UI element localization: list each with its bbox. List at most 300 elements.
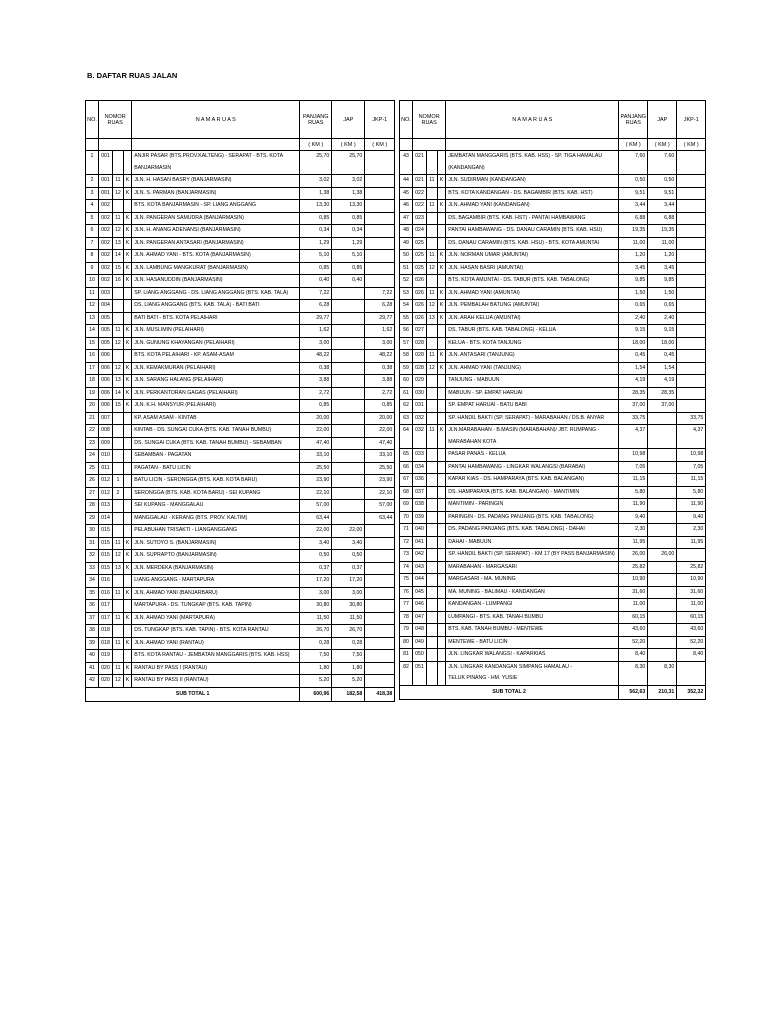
row-sub: 13 (113, 562, 124, 575)
row-sub (427, 412, 438, 425)
row-kode (437, 461, 445, 474)
row-nomor: 037 (413, 486, 427, 499)
row-jkp: 43,60 (677, 624, 706, 637)
table-row (400, 649, 706, 662)
row-kode (437, 649, 445, 662)
row-jkp (365, 662, 395, 675)
row-kode: K (123, 187, 131, 200)
table-row (86, 337, 395, 350)
row-panjang: 25,50 (300, 462, 332, 475)
row-no: 1 (86, 151, 99, 163)
row-jap: 3,45 (648, 262, 677, 275)
row-kode (437, 225, 445, 238)
table-row (86, 312, 395, 325)
row-panjang: 13,30 (300, 200, 332, 213)
row-panjang: 3,45 (619, 262, 648, 275)
row-sub (427, 499, 438, 512)
row-jap (648, 649, 677, 662)
subtotal-jap: 210,31 (648, 685, 677, 699)
row-sub (113, 462, 124, 475)
row-nomor: 008 (99, 425, 113, 438)
row-sub (113, 650, 124, 663)
row-jap (648, 673, 677, 685)
row-jkp (677, 362, 706, 375)
row-kode: K (123, 637, 131, 650)
row-nomor: 042 (413, 549, 427, 562)
row-nomor: 026 (413, 275, 427, 288)
row-jap: 19,35 (648, 225, 677, 238)
row-panjang: 11,95 (619, 536, 648, 549)
row-nomor: 006 (99, 362, 113, 375)
row-sub (113, 312, 124, 325)
row-nama: JLN. GUNUNG KHAYANGAN (PELAIHARI) (132, 337, 300, 350)
row-kode (123, 287, 131, 300)
row-sub (427, 474, 438, 487)
table-row (86, 325, 395, 338)
row-nomor: 009 (99, 437, 113, 450)
table-row (400, 624, 706, 637)
row-jkp (365, 212, 395, 225)
row-sub (113, 287, 124, 300)
header-nama-ruas: N A M A R U A S (446, 101, 619, 139)
row-panjang: 0,85 (300, 400, 332, 413)
row-nama: BATU LICIN - SERONGGA (BTS. KAB. KOTA BARU) (132, 475, 300, 488)
row-no (400, 437, 413, 449)
row-nama: DS. DANAU CARAMIN (BTS. KAB. HSU) - BTS. KOTA AMUNTAI (446, 237, 619, 250)
row-jkp (365, 525, 395, 538)
row-jap: 0,65 (648, 300, 677, 313)
row-panjang: 22,10 (300, 487, 332, 500)
row-jkp: 7,05 (677, 461, 706, 474)
row-kode (123, 650, 131, 663)
row-jap: 6,88 (648, 212, 677, 225)
row-jap (332, 475, 365, 488)
table-row (400, 474, 706, 487)
row-panjang: 8,40 (619, 649, 648, 662)
row-no: 65 (400, 449, 413, 462)
row-nomor: 043 (413, 561, 427, 574)
row-panjang: 47,40 (300, 437, 332, 450)
row-nomor: 029 (413, 375, 427, 388)
row-nama: JLN.MARABAHAN - B.MASIN (MARABAHAN)/ JBT. RUMPANG - (446, 425, 619, 437)
row-panjang: 7,05 (619, 461, 648, 474)
row-no: 41 (86, 662, 99, 675)
row-sub (427, 461, 438, 474)
row-no: 55 (400, 312, 413, 325)
row-no: 32 (86, 550, 99, 563)
row-nomor: 018 (99, 637, 113, 650)
row-kode (437, 275, 445, 288)
row-no: 31 (86, 537, 99, 550)
row-kode: K (123, 337, 131, 350)
row-sub: 11 (113, 612, 124, 625)
row-no: 12 (86, 300, 99, 313)
row-panjang: 37,00 (619, 400, 648, 413)
row-sub (427, 661, 438, 673)
row-nomor: 012 (99, 475, 113, 488)
row-jkp: 3,00 (365, 337, 395, 350)
table-row (86, 287, 395, 300)
row-nomor: 023 (413, 212, 427, 225)
row-nomor: 027 (413, 325, 427, 338)
row-nama: JLN. PERKANTORAN GAGAS (PELAIHARI) (132, 387, 300, 400)
row-jkp (677, 237, 706, 250)
row-nama: TELUK PINANG - HM. YUSIE (446, 673, 619, 685)
row-sub: 11 (113, 325, 124, 338)
row-panjang: 19,35 (619, 225, 648, 238)
row-sub: 12 (427, 300, 438, 313)
table-row (86, 350, 395, 363)
row-nomor (413, 163, 427, 175)
table-row (400, 449, 706, 462)
row-nama: DAHAI - MABUUN (446, 536, 619, 549)
row-sub: 11 (113, 537, 124, 550)
row-jkp (677, 375, 706, 388)
row-nama: JLN. ANTASARI (TANJUNG) (446, 350, 619, 363)
row-no: 30 (86, 525, 99, 538)
row-panjang (619, 163, 648, 175)
row-jkp (365, 200, 395, 213)
table-row (400, 499, 706, 512)
row-no: 68 (400, 486, 413, 499)
row-jkp: 1,62 (365, 325, 395, 338)
row-nama: JLN. AHMAD YANI (TANJUNG) (446, 362, 619, 375)
row-nama: SP. LIANG ANGGANG - DS. LIANG ANGGANG (BTS. KAB. TALA) (132, 287, 300, 300)
table-row (86, 250, 395, 263)
row-no: 4 (86, 200, 99, 213)
table-row (86, 600, 395, 613)
row-sub: 11 (113, 175, 124, 188)
row-sub: 13 (427, 312, 438, 325)
row-panjang: 18,00 (619, 337, 648, 350)
row-kode: K (437, 362, 445, 375)
table-row (400, 212, 706, 225)
row-jkp: 10,90 (677, 574, 706, 587)
row-sub: 11 (113, 637, 124, 650)
row-kode (437, 561, 445, 574)
row-kode (123, 312, 131, 325)
row-panjang: 23,90 (300, 475, 332, 488)
row-kode: K (437, 262, 445, 275)
row-no: 26 (86, 475, 99, 488)
row-jap: 26,00 (648, 549, 677, 562)
row-panjang: 43,60 (619, 624, 648, 637)
row-kode: K (123, 262, 131, 275)
row-panjang: 2,30 (619, 524, 648, 537)
row-sub: 13 (113, 237, 124, 250)
header-nomor-ruas: NOMOR RUAS (99, 101, 132, 139)
row-jap: 9,51 (648, 187, 677, 200)
table-row (86, 662, 395, 675)
row-jap: 1,20 (648, 250, 677, 263)
row-nomor: 015 (99, 550, 113, 563)
row-sub (427, 225, 438, 238)
row-no: 23 (86, 437, 99, 450)
row-sub (427, 437, 438, 449)
row-no: 34 (86, 575, 99, 588)
row-kode (437, 400, 445, 413)
row-no: 53 (400, 287, 413, 300)
row-nomor: 006 (99, 350, 113, 363)
row-kode (123, 412, 131, 425)
header-nama-ruas: N A M A R U A S (132, 101, 300, 139)
row-nomor: 005 (99, 325, 113, 338)
row-jap (332, 412, 365, 425)
road-table-right (399, 100, 706, 700)
row-panjang: 20,00 (300, 412, 332, 425)
row-jkp: 0,38 (365, 362, 395, 375)
row-panjang: 11,00 (619, 599, 648, 612)
row-jkp: 2,30 (677, 524, 706, 537)
row-kode (437, 437, 445, 449)
row-kode (437, 387, 445, 400)
table-row (400, 425, 706, 437)
table-row (86, 163, 395, 175)
table-row (400, 636, 706, 649)
row-kode (437, 599, 445, 612)
row-panjang: 52,20 (619, 636, 648, 649)
row-panjang: 5,80 (619, 486, 648, 499)
row-nomor: 022 (413, 200, 427, 213)
row-panjang: 7,22 (300, 287, 332, 300)
row-sub: 11 (427, 425, 438, 437)
row-sub (427, 649, 438, 662)
row-panjang: 1,62 (300, 325, 332, 338)
row-sub: 16 (113, 275, 124, 288)
row-panjang: 7,60 (619, 151, 648, 163)
row-kode: K (123, 587, 131, 600)
row-nama: JLN. H. ANANG ADENANSI (BANJARMASIN) (132, 225, 300, 238)
row-jap: 5,20 (332, 675, 365, 688)
row-jkp (677, 275, 706, 288)
table-row (86, 187, 395, 200)
road-table-left (85, 100, 395, 702)
table-row (400, 200, 706, 213)
row-panjang: 11,15 (619, 474, 648, 487)
unit-km: ( KM ) (677, 139, 706, 151)
row-nomor: 025 (413, 237, 427, 250)
row-kode (437, 524, 445, 537)
row-jap: 8,30 (648, 661, 677, 673)
row-sub: 11 (427, 287, 438, 300)
row-panjang: 48,22 (300, 350, 332, 363)
row-no: 19 (86, 387, 99, 400)
row-sub (427, 611, 438, 624)
table-row (86, 362, 395, 375)
table-row (86, 262, 395, 275)
row-jap: 1,54 (648, 362, 677, 375)
row-nomor: 024 (413, 225, 427, 238)
row-no (86, 163, 99, 175)
row-nama: KANDANGAN - LUMPANGI (446, 599, 619, 612)
row-panjang: 11,00 (619, 237, 648, 250)
row-nama: MABUUN - SP. EMPAT HARUAI (446, 387, 619, 400)
row-kode: K (123, 175, 131, 188)
row-nomor: 040 (413, 524, 427, 537)
row-jkp: 4,37 (677, 425, 706, 437)
table-row (86, 525, 395, 538)
row-nama: JLN. H. HASAN BASRY (BANJARMASIN) (132, 175, 300, 188)
table-row (86, 450, 395, 463)
row-jkp: 60,15 (677, 611, 706, 624)
row-sub (427, 400, 438, 413)
row-kode (437, 212, 445, 225)
row-jkp (677, 673, 706, 685)
row-panjang: 29,77 (300, 312, 332, 325)
row-nama: JLN. KEMAKMURAN (PELAIHARI) (132, 362, 300, 375)
row-panjang: 17,20 (300, 575, 332, 588)
row-sub (113, 525, 124, 538)
row-sub (427, 536, 438, 549)
row-nama: (KANDANGAN) (446, 163, 619, 175)
row-kode: K (437, 425, 445, 437)
header-jkp: JKP-1 (365, 101, 395, 139)
row-nomor: 039 (413, 511, 427, 524)
row-no: 75 (400, 574, 413, 587)
row-jap: 26,70 (332, 625, 365, 638)
row-panjang: 0,28 (300, 637, 332, 650)
row-no: 60 (400, 375, 413, 388)
row-kode (437, 624, 445, 637)
row-panjang: 0,40 (300, 275, 332, 288)
row-nama: JLN. PANGERAN SAMUDRA (BANJARMASIN) (132, 212, 300, 225)
row-kode: K (123, 550, 131, 563)
row-no: 37 (86, 612, 99, 625)
row-no: 71 (400, 524, 413, 537)
row-nomor: 012 (99, 487, 113, 500)
table-row (86, 625, 395, 638)
subtotal-label: SUB TOTAL 2 (400, 685, 619, 699)
table-row (400, 300, 706, 313)
row-nomor: 033 (413, 449, 427, 462)
row-no: 43 (400, 151, 413, 163)
row-nama: DS. HAMPARAYA (BTS. KAB. BALANGAN) - MANTIMIN (446, 486, 619, 499)
row-kode: K (123, 400, 131, 413)
row-nomor (413, 673, 427, 685)
row-no: 33 (86, 562, 99, 575)
row-nomor: 041 (413, 536, 427, 549)
row-jkp (365, 612, 395, 625)
row-no: 5 (86, 212, 99, 225)
table-row (400, 412, 706, 425)
header-panjang: PANJANG RUAS (300, 101, 332, 139)
row-panjang: 3,44 (619, 200, 648, 213)
row-no: 62 (400, 400, 413, 413)
row-jap (648, 636, 677, 649)
row-nomor: 016 (99, 587, 113, 600)
row-panjang: 33,10 (300, 450, 332, 463)
row-no: 66 (400, 461, 413, 474)
row-sub (427, 574, 438, 587)
row-nama: JLN. AHMAD YANI (KANDANGAN) (446, 200, 619, 213)
row-nomor: 001 (99, 175, 113, 188)
row-panjang: 11,90 (619, 499, 648, 512)
table-row (400, 486, 706, 499)
row-kode (123, 475, 131, 488)
row-jkp (365, 625, 395, 638)
row-nomor (99, 163, 113, 175)
subtotal-row (86, 687, 395, 701)
table-row (86, 487, 395, 500)
row-kode: K (123, 362, 131, 375)
row-nomor: 017 (99, 600, 113, 613)
row-sub (427, 549, 438, 562)
table-row (86, 375, 395, 388)
row-jkp: 25,82 (677, 561, 706, 574)
row-nama: SEBAMBAN - PAGATAN (132, 450, 300, 463)
row-jkp: 7,22 (365, 287, 395, 300)
row-kode: K (123, 675, 131, 688)
row-kode (123, 350, 131, 363)
row-no: 63 (400, 412, 413, 425)
row-jkp: 33,10 (365, 450, 395, 463)
row-panjang (619, 437, 648, 449)
row-sub: 12 (427, 262, 438, 275)
row-no: 44 (400, 175, 413, 188)
row-nama: JEMBATAN MANGGARIS (BTS. KAB. HSS) - SP. TIGA HAMALAU (446, 151, 619, 163)
row-kode (123, 600, 131, 613)
row-nomor: 049 (413, 636, 427, 649)
row-nama: KAPAR KIAS - DS. HAMPARAYA (BTS. KAB. BALANGAN) (446, 474, 619, 487)
row-panjang: 3,02 (300, 175, 332, 188)
row-jap (648, 461, 677, 474)
row-jkp (365, 675, 395, 688)
table-row (86, 612, 395, 625)
row-panjang: 1,54 (619, 362, 648, 375)
row-no: 21 (86, 412, 99, 425)
row-kode: K (437, 200, 445, 213)
row-jkp (677, 287, 706, 300)
row-jap (332, 425, 365, 438)
row-jkp (365, 562, 395, 575)
row-jap (648, 511, 677, 524)
row-no: 57 (400, 337, 413, 350)
row-kode (437, 486, 445, 499)
row-panjang: 5,10 (300, 250, 332, 263)
row-panjang: 63,44 (300, 512, 332, 525)
row-jap (648, 412, 677, 425)
row-kode: K (123, 325, 131, 338)
row-nama: JLN. HASANUDDIN (BANJARMASIN) (132, 275, 300, 288)
row-no: 51 (400, 262, 413, 275)
row-kode (437, 187, 445, 200)
row-kode: K (123, 387, 131, 400)
row-no: 47 (400, 212, 413, 225)
row-no: 38 (86, 625, 99, 638)
row-nama: JLN. ARAH KELUA (AMUNTAI) (446, 312, 619, 325)
table-row (86, 500, 395, 513)
table-row (400, 673, 706, 685)
row-sub (113, 200, 124, 213)
row-panjang: 1,20 (619, 250, 648, 263)
row-jap: 0,85 (332, 212, 365, 225)
table-row (86, 151, 395, 163)
row-jap (332, 337, 365, 350)
row-nama: PANTAI HAMBAWANG - DS. DANAU CARAMIN (BTS. KAB. HSU) (446, 225, 619, 238)
row-nomor: 026 (413, 300, 427, 313)
row-jap: 0,85 (332, 262, 365, 275)
row-sub (113, 163, 124, 175)
row-sub (427, 486, 438, 499)
row-sub (427, 163, 438, 175)
row-panjang: 6,88 (619, 212, 648, 225)
row-jkp (677, 337, 706, 350)
row-sub (113, 151, 124, 163)
row-nomor: 028 (413, 350, 427, 363)
row-nama: BTS. KOTA PELAIHARI - KP. ASAM-ASAM (132, 350, 300, 363)
row-nama: DS. TUNGKAP (BTS. KAB. TAPIN) - BTS. KOTA RANTAU (132, 625, 300, 638)
row-nomor: 015 (99, 537, 113, 550)
